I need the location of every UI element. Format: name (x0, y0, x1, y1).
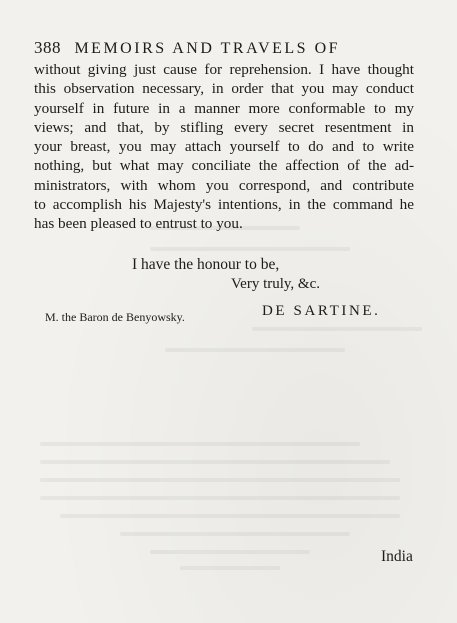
signature: DE SARTINE. (262, 303, 381, 319)
text-line: nothing, but what may conciliate the affection of the ad- (34, 157, 414, 175)
body-paragraph (34, 60, 414, 234)
closing-phrase: I have the honour to be, (132, 256, 280, 273)
text-line: without giving just cause for reprehension. I have thought (34, 61, 414, 78)
recipient-line: M. the Baron de Benyowsky. (45, 310, 185, 324)
text-line: your breast, you may attach yourself to do and to write (34, 138, 414, 156)
text-line: to accomplish his Majesty's intentions, in the command he (34, 196, 414, 214)
text-line: ministrators, with whom you correspond, and contribute (34, 176, 414, 194)
signoff: Very truly, &c. (231, 276, 321, 292)
running-title: MEMOIRS AND TRAVELS OF (74, 40, 341, 57)
text-line: has been pleased to entrust to you. (34, 215, 243, 233)
text-line: views; and that, by stifling every secret resentment in (34, 118, 414, 136)
running-head (34, 38, 434, 60)
page-number: 388 (34, 38, 61, 57)
text-line: this observation necessary, in order that you may conduct (34, 80, 414, 98)
catchword: India (381, 548, 413, 565)
text-line: yourself in future in a manner more conformable to my (34, 99, 414, 117)
